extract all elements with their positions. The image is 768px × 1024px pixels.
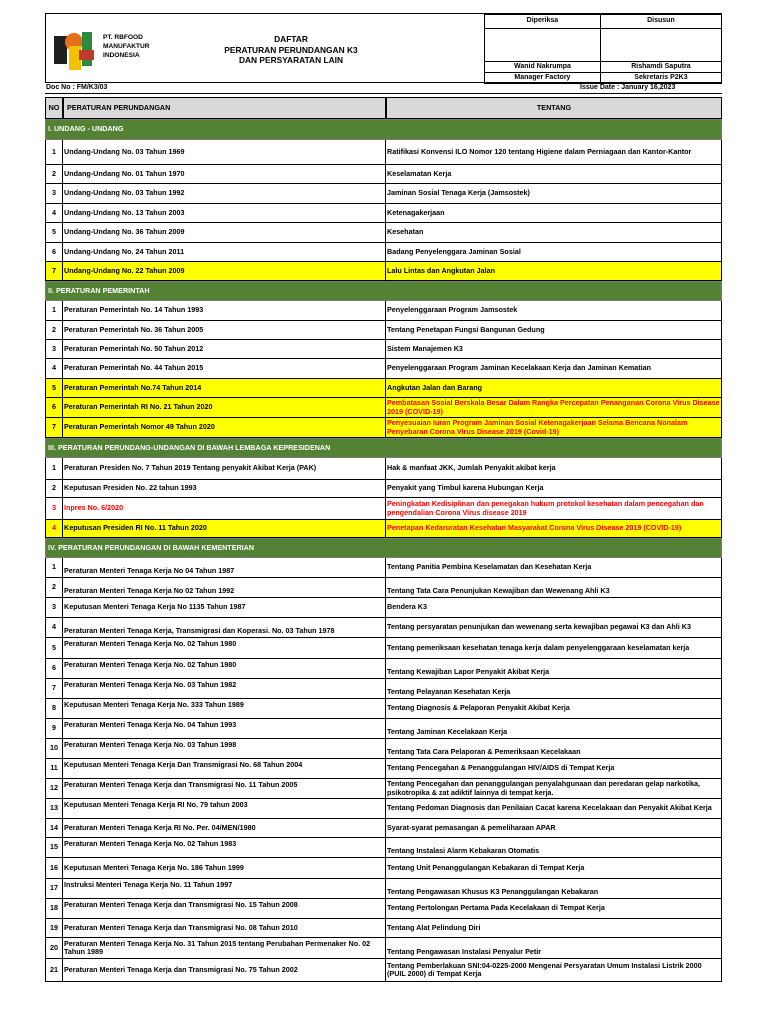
table-row bbox=[45, 223, 722, 243]
row-number: 19 bbox=[45, 919, 63, 937]
row-number: 20 bbox=[45, 938, 63, 958]
table-row bbox=[45, 140, 722, 165]
regulation-name: Keputusan Menteri Tenaga Kerja RI No. 79 tahun 2003 bbox=[63, 799, 386, 818]
regulation-name: Inpres No. 6/2020 bbox=[63, 498, 386, 519]
row-number: 4 bbox=[45, 204, 63, 222]
row-number: 5 bbox=[45, 223, 63, 242]
regulation-name: Peraturan Presiden No. 7 Tahun 2019 Tentang penyakit Akibat Kerja (PAK) bbox=[63, 458, 386, 479]
regulation-subject: Tentang Pedoman Diagnosis dan Penilaian Cacat karena Kecelakaan dan Penyakit Akibat Kerja bbox=[386, 799, 722, 818]
row-number: 3 bbox=[45, 184, 63, 203]
regulation-name: Peraturan Menteri Tenaga Kerja RI No. Per. 04/MEN/1980 bbox=[63, 819, 386, 837]
regulation-name: Peraturan Pemerintah No. 14 Tahun 1993 bbox=[63, 301, 386, 320]
regulation-subject: Sistem Manajemen K3 bbox=[386, 340, 722, 358]
row-number: 5 bbox=[45, 379, 63, 397]
regulation-subject: Tentang Diagnosis & Pelaporan Penyakit Akibat Kerja bbox=[386, 699, 722, 718]
table-row bbox=[45, 558, 722, 578]
row-number: 3 bbox=[45, 340, 63, 358]
regulation-subject: Tentang Pemberlakuan SNI:04-0225-2000 Mengenai Persyaratan Umum Instalasi Listrik 2000 (PUIL 2000) di Tempat Kerja bbox=[386, 959, 722, 981]
regulation-name: Keputusan Menteri Tenaga Kerja Dan Transmigrasi No. 68 Tahun 2004 bbox=[63, 759, 386, 778]
row-number: 4 bbox=[45, 618, 63, 637]
row-number: 10 bbox=[45, 739, 63, 758]
regulation-name: Peraturan Menteri Tenaga Kerja dan Transmigrasi No. 75 Tahun 2002 bbox=[63, 959, 386, 981]
document-info-line bbox=[45, 83, 722, 94]
regulation-subject: Penyesuaian Iuran Program Jaminan Sosial Ketenagakerjaan Selama Bencana Nonalam Penyebaran Corona Virus Disease 2019 (Covid-19) bbox=[386, 418, 722, 437]
row-number: 6 bbox=[45, 659, 63, 678]
table-row bbox=[45, 418, 722, 438]
regulation-subject: Tentang Pengawasan Khusus K3 Penanggulangan Kebakaran bbox=[386, 879, 722, 898]
regulation-name: Peraturan Menteri Tenaga Kerja No. 31 Tahun 2015 tentang Perubahan Permenaker No. 02 Tahun 1989 bbox=[63, 938, 386, 958]
table-row bbox=[45, 184, 722, 204]
regulation-name: Undang-Undang No. 36 Tahun 2009 bbox=[63, 223, 386, 242]
table-row bbox=[45, 262, 722, 281]
row-number: 7 bbox=[45, 418, 63, 437]
regulation-subject: Tentang Pelayanan Kesehatan Kerja bbox=[386, 679, 722, 698]
table-row bbox=[45, 799, 722, 819]
checked-role: Manager Factory bbox=[485, 73, 601, 84]
table-row bbox=[45, 938, 722, 959]
row-number: 12 bbox=[45, 779, 63, 798]
table-row bbox=[45, 301, 722, 321]
row-number: 4 bbox=[45, 359, 63, 378]
regulation-subject: Badang Penyelenggara Jaminan Sosial bbox=[386, 243, 722, 261]
regulation-subject: Tentang persyaratan penunjukan dan wewenang serta kewajiban pegawai K3 dan Ahli K3 bbox=[386, 618, 722, 637]
document-header bbox=[45, 13, 722, 83]
table-row bbox=[45, 638, 722, 659]
regulation-name: Peraturan Pemerintah No. 44 Tahun 2015 bbox=[63, 359, 386, 378]
regulation-table bbox=[45, 119, 722, 982]
table-row bbox=[45, 598, 722, 618]
prepared-name: Rishamdi Saputra bbox=[600, 62, 721, 73]
regulation-subject: Kesehatan bbox=[386, 223, 722, 242]
issue-date: Issue Date : January 16,2023 bbox=[580, 84, 676, 91]
regulation-subject: Tentang Tata Cara Pelaporan & Pemeriksaan Kecelakaan bbox=[386, 739, 722, 758]
row-number: 1 bbox=[45, 558, 63, 577]
row-number: 11 bbox=[45, 759, 63, 778]
regulation-subject: Hak & manfaat JKK, Jumlah Penyakit akibat kerja bbox=[386, 458, 722, 479]
column-tentang: TENTANG bbox=[386, 97, 722, 119]
row-number: 4 bbox=[45, 520, 63, 537]
regulation-subject: Tentang Pertolongan Pertama Pada Kecelakaan di Tempat Kerja bbox=[386, 899, 722, 918]
row-number: 5 bbox=[45, 638, 63, 658]
regulation-name: Keputusan Presiden RI No. 11 Tahun 2020 bbox=[63, 520, 386, 537]
title-line: PERATURAN PERUNDANGAN K3 bbox=[224, 44, 358, 55]
section-header: II. PERATURAN PEMERINTAH bbox=[45, 281, 722, 301]
regulation-name: Peraturan Menteri Tenaga Kerja No. 03 Tahun 1982 bbox=[63, 679, 386, 698]
regulation-name: Peraturan Menteri Tenaga Kerja No. 04 Tahun 1993 bbox=[63, 719, 386, 738]
regulation-name: Keputusan Menteri Tenaga Kerja No. 333 Tahun 1989 bbox=[63, 699, 386, 718]
doc-number: Doc No : FM/K3/03 bbox=[46, 84, 108, 91]
company-name-line: MANUFAKTUR bbox=[103, 42, 150, 50]
regulation-subject: Tentang pemeriksaan kesehatan tenaga kerja dalam penyelenggaraan keselamatan kerja bbox=[386, 638, 722, 658]
row-number: 2 bbox=[45, 165, 63, 183]
row-number: 2 bbox=[45, 480, 63, 497]
table-row bbox=[45, 578, 722, 598]
row-number: 8 bbox=[45, 699, 63, 718]
regulation-name: Peraturan Menteri Tenaga Kerja No 02 Tahun 1992 bbox=[63, 578, 386, 597]
regulation-name: Keputusan Presiden No. 22 tahun 1993 bbox=[63, 480, 386, 497]
regulation-subject: Tentang Pencegahan & Penanggulangan HIV/AIDS di Tempat Kerja bbox=[386, 759, 722, 778]
regulation-subject: Penyakit yang Timbul karena Hubungan Kerja bbox=[386, 480, 722, 497]
regulation-name: Peraturan Pemerintah RI No. 21 Tahun 2020 bbox=[63, 398, 386, 417]
table-row bbox=[45, 899, 722, 919]
regulation-name: Peraturan Menteri Tenaga Kerja No. 03 Tahun 1998 bbox=[63, 739, 386, 758]
regulation-name: Peraturan Menteri Tenaga Kerja, Transmigrasi dan Koperasi. No. 03 Tahun 1978 bbox=[63, 618, 386, 637]
document-sheet bbox=[45, 13, 722, 982]
row-number: 6 bbox=[45, 398, 63, 417]
section-header: IV. PERATURAN PERUNDANGAN DI BAWAH KEMENTERIAN bbox=[45, 538, 722, 558]
regulation-subject: Tentang Penetapan Fungsi Bangunan Gedung bbox=[386, 321, 722, 339]
checked-name: Wanid Nakrumpa bbox=[485, 62, 601, 73]
row-number: 17 bbox=[45, 879, 63, 898]
table-row bbox=[45, 779, 722, 799]
row-number: 9 bbox=[45, 719, 63, 738]
row-number: 18 bbox=[45, 899, 63, 918]
table-row bbox=[45, 498, 722, 520]
regulation-subject: Tentang Kewajiban Lapor Penyakit Akibat Kerja bbox=[386, 659, 722, 678]
regulation-name: Keputusan Menteri Tenaga Kerja No. 186 Tahun 1999 bbox=[63, 858, 386, 878]
table-row bbox=[45, 165, 722, 184]
regulation-name: Peraturan Pemerintah No.74 Tahun 2014 bbox=[63, 379, 386, 397]
regulation-name: Undang-Undang No. 03 Tahun 1969 bbox=[63, 140, 386, 164]
regulation-subject: Pembatasan Sosial Berskala Besar Dalam Rangka Percepatan Penanganan Corona Virus Disease 2019 (COVID-19) bbox=[386, 398, 722, 417]
table-row bbox=[45, 321, 722, 340]
row-number: 3 bbox=[45, 498, 63, 519]
row-number: 2 bbox=[45, 321, 63, 339]
regulation-name: Undang-Undang No. 22 Tahun 2009 bbox=[63, 262, 386, 280]
section-header: I. UNDANG - UNDANG bbox=[45, 119, 722, 140]
table-row bbox=[45, 618, 722, 638]
row-number: 3 bbox=[45, 598, 63, 617]
regulation-subject: Tentang Pengawasan Instalasi Penyalur Petir bbox=[386, 938, 722, 958]
table-row bbox=[45, 959, 722, 982]
table-row bbox=[45, 858, 722, 879]
regulation-name: Peraturan Menteri Tenaga Kerja dan Transmigrasi No. 08 Tahun 2010 bbox=[63, 919, 386, 937]
regulation-subject: Tentang Pencegahan dan penanggulangan penyalahgunaan dan peredaran gelap narkotika, psikotropika & zat adiktif lainnya di tempat kerja. bbox=[386, 779, 722, 798]
table-row bbox=[45, 759, 722, 779]
table-row bbox=[45, 243, 722, 262]
company-name bbox=[103, 34, 150, 61]
regulation-subject: Jaminan Sosial Tenaga Kerja (Jamsostek) bbox=[386, 184, 722, 203]
table-row bbox=[45, 719, 722, 739]
regulation-subject: Bendera K3 bbox=[386, 598, 722, 617]
regulation-name: Peraturan Pemerintah Nomor 49 Tahun 2020 bbox=[63, 418, 386, 437]
prepared-label: Disusun bbox=[600, 15, 721, 29]
table-row bbox=[45, 398, 722, 418]
company-name-line: INDONESIA bbox=[103, 51, 140, 59]
row-number: 16 bbox=[45, 858, 63, 878]
regulation-name: Undang-Undang No. 03 Tahun 1992 bbox=[63, 184, 386, 203]
regulation-name: Undang-Undang No. 13 Tahun 2003 bbox=[63, 204, 386, 222]
regulation-subject: Tentang Alat Pelindung Diri bbox=[386, 919, 722, 937]
regulation-subject: Syarat-syarat pemasangan & pemeliharaan APAR bbox=[386, 819, 722, 837]
table-row bbox=[45, 919, 722, 938]
row-number: 6 bbox=[45, 243, 63, 261]
regulation-name: Peraturan Menteri Tenaga Kerja No 04 Tahun 1987 bbox=[63, 558, 386, 577]
table-row bbox=[45, 458, 722, 480]
title-line: DAFTAR bbox=[274, 34, 308, 44]
table-row bbox=[45, 879, 722, 899]
regulation-subject: Tentang Instalasi Alarm Kebakaran Otomatis bbox=[386, 838, 722, 857]
table-row bbox=[45, 204, 722, 223]
column-no: NO bbox=[45, 97, 63, 119]
prepared-signature bbox=[600, 29, 721, 62]
regulation-subject: Penyelenggaraan Program Jaminan Kecelakaan Kerja dan Jaminan Kematian bbox=[386, 359, 722, 378]
table-row bbox=[45, 379, 722, 398]
table-row bbox=[45, 480, 722, 498]
table-row bbox=[45, 340, 722, 359]
regulation-name: Peraturan Menteri Tenaga Kerja No. 02 Tahun 1980 bbox=[63, 659, 386, 678]
regulation-subject: Penetapan Kedaruratan Kesehatan Masyarakat Corona Virus Disease 2019 (COVID-19) bbox=[386, 520, 722, 537]
approval-box bbox=[484, 14, 722, 83]
table-column-header bbox=[45, 97, 722, 119]
regulation-name: Instruksi Menteri Tenaga Kerja No. 11 Tahun 1997 bbox=[63, 879, 386, 898]
row-number: 14 bbox=[45, 819, 63, 837]
regulation-name: Peraturan Menteri Tenaga Kerja No. 02 Tahun 1980 bbox=[63, 638, 386, 658]
regulation-subject: Tentang Tata Cara Penunjukan Kewajiban dan Wewenang Ahli K3 bbox=[386, 578, 722, 597]
row-number: 1 bbox=[45, 458, 63, 479]
regulation-subject: Tentang Unit Penanggulangan Kebakaran di Tempat Kerja bbox=[386, 858, 722, 878]
table-row bbox=[45, 838, 722, 858]
checked-signature bbox=[485, 29, 601, 62]
regulation-name: Undang-Undang No. 24 Tahun 2011 bbox=[63, 243, 386, 261]
row-number: 7 bbox=[45, 262, 63, 280]
regulation-subject: Ratifikasi Konvensi ILO Nomor 120 tentang Higiene dalam Perniagaan dan Kantor-Kantor bbox=[386, 140, 722, 164]
table-row bbox=[45, 699, 722, 719]
regulation-name: Peraturan Menteri Tenaga Kerja No. 02 Tahun 1983 bbox=[63, 838, 386, 857]
row-number: 15 bbox=[45, 838, 63, 857]
table-row bbox=[45, 659, 722, 679]
regulation-name: Peraturan Pemerintah No. 50 Tahun 2012 bbox=[63, 340, 386, 358]
regulation-subject: Tentang Jaminan Kecelakaan Kerja bbox=[386, 719, 722, 738]
row-number: 2 bbox=[45, 578, 63, 597]
regulation-name: Undang-Undang No. 01 Tahun 1970 bbox=[63, 165, 386, 183]
row-number: 1 bbox=[45, 140, 63, 164]
regulation-subject: Tentang Panitia Pembina Keselamatan dan Kesehatan Kerja bbox=[386, 558, 722, 577]
table-row bbox=[45, 739, 722, 759]
table-row bbox=[45, 359, 722, 379]
regulation-name: Keputusan Menteri Tenaga Kerja No 1135 Tahun 1987 bbox=[63, 598, 386, 617]
table-row bbox=[45, 819, 722, 838]
regulation-name: Peraturan Menteri Tenaga Kerja dan Transmigrasi No. 15 Tahun 2008 bbox=[63, 899, 386, 918]
regulation-subject: Peningkatan Kedisiplinan dan penegakan hukum protokol kesehatan dalam pencegahan dan pengendalian Corona Virus disease 2019 bbox=[386, 498, 722, 519]
row-number: 1 bbox=[45, 301, 63, 320]
regulation-subject: Angkutan Jalan dan Barang bbox=[386, 379, 722, 397]
row-number: 21 bbox=[45, 959, 63, 981]
section-header: III. PERATURAN PERUNDANG-UNDANGAN DI BAWAH LEMBAGA KEPRESIDENAN bbox=[45, 438, 722, 458]
document-title bbox=[191, 34, 391, 66]
row-number: 7 bbox=[45, 679, 63, 698]
company-name-line: PT. RBFOOD bbox=[103, 34, 143, 41]
checked-label: Diperiksa bbox=[485, 15, 601, 29]
table-row bbox=[45, 679, 722, 699]
regulation-subject: Keselamatan Kerja bbox=[386, 165, 722, 183]
regulation-subject: Ketenagakerjaan bbox=[386, 204, 722, 222]
regulation-subject: Penyelenggaraan Program Jamsostek bbox=[386, 301, 722, 320]
regulation-name: Peraturan Pemerintah No. 36 Tahun 2005 bbox=[63, 321, 386, 339]
row-number: 13 bbox=[45, 799, 63, 818]
regulation-subject: Lalu Lintas dan Angkutan Jalan bbox=[386, 262, 722, 280]
title-line: DAN PERSYARATAN LAIN bbox=[238, 55, 344, 65]
company-logo bbox=[52, 28, 96, 72]
prepared-role: Sekretaris P2K3 bbox=[600, 73, 721, 84]
regulation-name: Peraturan Menteri Tenaga Kerja dan Transmigrasi No. 11 Tahun 2005 bbox=[63, 779, 386, 798]
table-row bbox=[45, 520, 722, 538]
column-peraturan: PERATURAN PERUNDANGAN bbox=[63, 97, 386, 119]
